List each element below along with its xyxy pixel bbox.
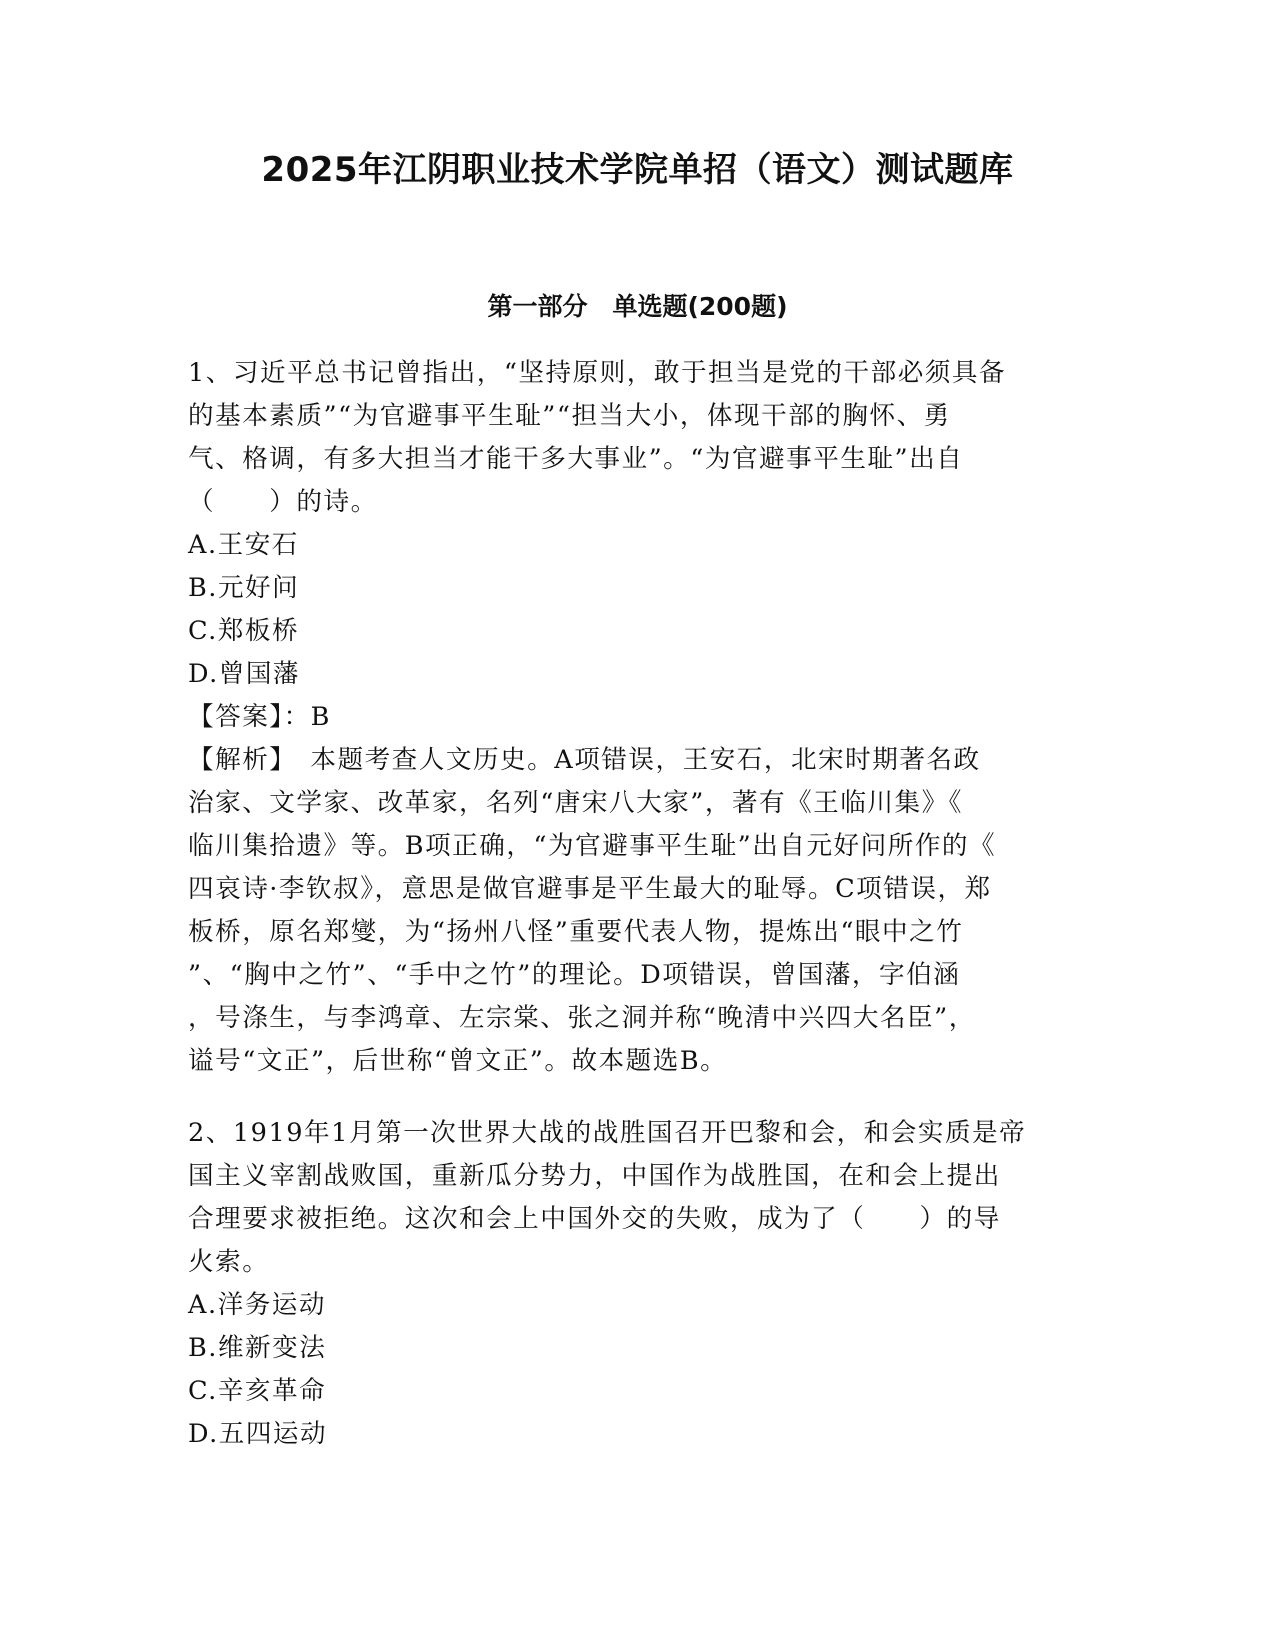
stem-line: 1、习近平总书记曾指出，“坚持原则，敢于担当是党的干部必须具备 — [188, 358, 1007, 388]
stem-line: 气、格调，有多大担当才能干多大事业”。“为官避事平生耻”出自 — [188, 444, 964, 474]
option-b: B.元好问 — [188, 573, 300, 603]
stem-line: 的基本素质”“为官避事平生耻”“担当大小，体现干部的胸怀、勇 — [188, 401, 951, 431]
analysis-line: 板桥，原名郑燮，为“扬州八怪”重要代表人物，提炼出“眼中之竹 — [188, 917, 964, 947]
analysis-block — [188, 739, 1088, 1083]
question-1 — [188, 352, 1088, 1083]
question-2 — [188, 1112, 1088, 1456]
section-title: 第一部分 单选题(200题) — [487, 292, 788, 321]
option-a: A.王安石 — [188, 530, 299, 560]
analysis-line: 谥号“文正”，后世称“曾文正”。故本题选B。 — [188, 1046, 728, 1076]
option-d: D.曾国藩 — [188, 659, 301, 689]
stem-line: 国主义宰割战败国，重新瓜分势力，中国作为战胜国，在和会上提出 — [188, 1161, 1001, 1191]
analysis-line: ，号涤生，与李鸿章、左宗棠、张之洞并称“晚清中兴四大名臣”， — [188, 1003, 976, 1033]
stem-line: 火索。 — [188, 1247, 270, 1277]
option-a: A.洋务运动 — [188, 1290, 326, 1320]
stem-line: 合理要求被拒绝。这次和会上中国外交的失败，成为了（ ）的导 — [188, 1204, 1001, 1234]
analysis-label: 【解析】 — [188, 745, 297, 775]
analysis-line: 治家、文学家、改革家，名列“唐宋八大家”，著有《王临川集》《 — [188, 788, 963, 818]
option-b: B.维新变法 — [188, 1333, 327, 1363]
option-c: C.郑板桥 — [188, 616, 300, 646]
option-d: D.五四运动 — [188, 1419, 328, 1449]
answer-line: 【答案】：B — [188, 702, 331, 732]
stem-line: （ ）的诗。 — [188, 487, 378, 517]
question-stem — [188, 1112, 1088, 1284]
option-c: C.辛亥革命 — [188, 1376, 327, 1406]
stem-line: 2、1919年1月第一次世界大战的战胜国召开巴黎和会，和会实质是帝 — [188, 1118, 1027, 1148]
analysis-line: 临川集拾遗》等。B项正确，“为官避事平生耻”出自元好问所作的《 — [188, 831, 997, 861]
analysis-line: 四哀诗·李钦叔》，意思是做官避事是平生最大的耻辱。C项错误，郑 — [188, 874, 992, 904]
question-stem — [188, 352, 1088, 524]
analysis-text: 本题考查人文历史。A项错误，王安石，北宋时期著名政 — [310, 745, 981, 775]
analysis-line: ”、“胸中之竹”、“手中之竹”的理论。D项错误，曾国藩，字伯涵 — [188, 960, 961, 990]
analysis-line — [188, 739, 1088, 782]
document-title: 2025年江阴职业技术学院单招（语文）测试题库 — [261, 150, 1014, 190]
